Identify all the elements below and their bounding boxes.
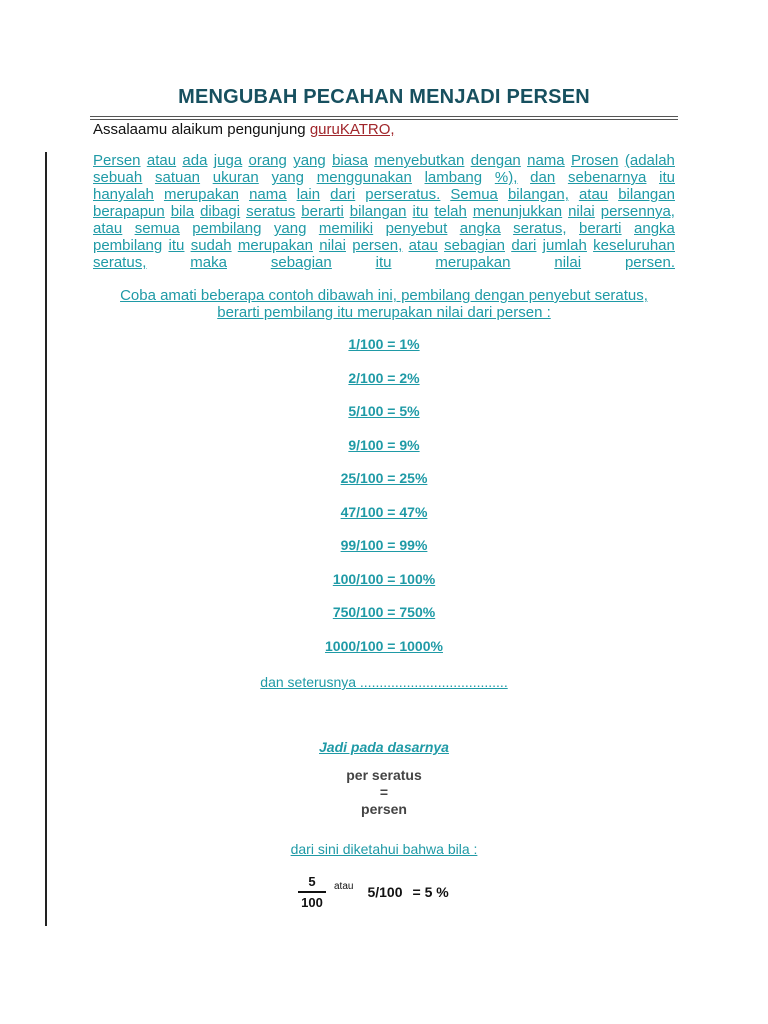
basis-title[interactable] [93,739,675,755]
known-text[interactable]: dari sini diketahui bahwa bila : [290,841,478,857]
paragraph-word[interactable]: semua [134,220,180,237]
example-item [93,604,675,638]
paragraph-word[interactable]: itu [412,203,429,220]
etc-line[interactable] [93,674,675,690]
paragraph-word[interactable]: (adalah [624,152,675,169]
paragraph-word[interactable]: persen. [624,254,675,271]
paragraph-word[interactable]: sebagian [444,237,505,254]
paragraph-word[interactable]: ukuran [212,169,259,186]
fraction-numerator: 5 [308,874,316,889]
paragraph-word[interactable]: itu [375,254,392,271]
intro-paragraph[interactable] [93,152,675,271]
paragraph-word[interactable]: sudah [190,237,232,254]
etc-text[interactable]: dan seterusnya ...................................... [260,674,508,690]
paragraph-word[interactable]: Persen [93,152,141,169]
paragraph-word[interactable]: berapapun [93,203,165,220]
paragraph-word[interactable]: bila [170,203,195,220]
example-item [93,437,675,471]
example-item [93,470,675,504]
paragraph-word[interactable]: bilangan, [507,186,569,203]
paragraph-word[interactable]: yang [273,220,307,237]
paragraph-word[interactable]: nama [249,186,287,203]
example-item [93,370,675,404]
title-rule [90,116,678,120]
paragraph-line[interactable] [93,220,675,237]
paragraph-line[interactable] [93,152,675,169]
paragraph-word[interactable]: bilangan [349,203,407,220]
paragraph-word[interactable]: pembilang [93,237,163,254]
example-item [93,336,675,370]
paragraph-word[interactable]: juga [213,152,243,169]
paragraph-word[interactable]: %), [494,169,518,186]
fraction-result [367,884,448,900]
example-text[interactable]: 750/100 = 750% [332,604,436,620]
paragraph-word[interactable]: merupakan [163,186,240,203]
equals-result: = 5 % [412,884,449,900]
paragraph-word[interactable]: merupakan [435,254,511,271]
example-text[interactable]: 5/100 = 5% [348,403,420,419]
paragraph-word[interactable]: biasa [332,152,368,169]
inline-fraction: 5/100 [367,884,403,900]
paragraph-word[interactable]: sebagian [270,254,332,271]
paragraph-word[interactable]: dengan [470,152,521,169]
equation-top: per seratus [346,767,422,783]
known-line[interactable] [93,841,675,857]
paragraph-word[interactable]: lambang [424,169,483,186]
greeting-text: Assalaamu alaikum pengunjung [93,121,310,138]
paragraph-word[interactable]: orang [248,152,287,169]
paragraph-word[interactable]: itu [659,169,675,186]
paragraph-word[interactable]: dan [530,169,556,186]
paragraph-word[interactable]: sebuah [93,169,143,186]
paragraph-word[interactable]: seratus, [513,220,567,237]
fraction-bar [298,891,326,893]
intro-lines[interactable] [93,287,675,321]
example-text[interactable]: 1/100 = 1% [348,336,420,352]
paragraph-line[interactable] [93,169,675,186]
paragraph-word[interactable]: penyebut [385,220,448,237]
paragraph-word[interactable]: seratus, [93,254,147,271]
example-text[interactable]: 1000/100 = 1000% [325,637,443,654]
paragraph-word[interactable]: sebenarnya [567,169,647,186]
greeting [93,121,395,138]
paragraph-word[interactable]: satuan [154,169,201,186]
paragraph-word[interactable]: persennya, [600,203,675,220]
paragraph-word[interactable]: perseratus. [365,186,441,203]
equation-bottom: persen [361,801,407,817]
fraction-denominator: 100 [301,895,323,910]
intro-line-1[interactable]: Coba amati beberapa contoh dibawah ini, pembilang dengan penyebut seratus, [120,287,648,304]
paragraph-word[interactable]: berarti [301,203,344,220]
equation-middle: = [379,784,389,800]
greeting-link[interactable]: guruKATRO, [309,121,395,138]
paragraph-line[interactable] [93,237,675,254]
paragraph-word[interactable]: atau [146,152,177,169]
paragraph-word[interactable]: dibagi [200,203,241,220]
paragraph-word[interactable]: atau [408,237,438,254]
paragraph-word[interactable]: yang [293,152,326,169]
paragraph-word[interactable]: ada [182,152,208,169]
paragraph-word[interactable]: berarti [579,220,622,237]
paragraph-word[interactable]: nilai [568,203,595,220]
example-item [93,504,675,538]
example-text[interactable]: 2/100 = 2% [348,369,420,386]
paragraph-word[interactable]: nama [527,152,565,169]
paragraph-word[interactable]: Prosen [570,152,619,169]
intro-line-2[interactable]: berarti pembilang itu merupakan nilai dari persen : [217,304,551,321]
paragraph-word[interactable]: nilai [319,237,346,254]
basis-title-text[interactable]: Jadi pada dasarnya [319,739,449,755]
stacked-fraction [298,874,326,910]
paragraph-word[interactable]: menunjukkan [472,203,563,220]
example-text[interactable]: 25/100 = 25% [340,470,428,486]
paragraph-word[interactable]: menggunakan [316,169,412,186]
equation-block [93,767,675,818]
paragraph-word[interactable]: lain [296,186,321,203]
paragraph-word[interactable]: nilai [554,254,582,271]
paragraph-word[interactable]: jumlah [542,237,587,254]
paragraph-word[interactable]: merupakan [237,237,313,254]
paragraph-word[interactable]: angka [459,220,501,237]
fraction-row [298,872,449,912]
example-text[interactable]: 100/100 = 100% [332,570,436,587]
paragraph-word[interactable]: atau [578,186,609,203]
example-text[interactable]: 99/100 = 99% [340,537,428,553]
paragraph-word[interactable]: Semua [450,186,498,203]
paragraph-word[interactable]: menyebutkan [374,152,465,169]
paragraph-word[interactable]: maka [190,254,227,271]
paragraph-word[interactable]: telah [434,203,467,220]
paragraph-word[interactable]: hanyalah [93,186,154,203]
example-item [93,537,675,571]
paragraph-line[interactable] [93,254,675,271]
paragraph-word[interactable]: dari [330,186,356,203]
margin-bar [45,152,47,926]
example-item [93,403,675,437]
paragraph-word[interactable]: atau [93,220,123,237]
paragraph-word[interactable]: itu [168,237,185,254]
paragraph-word[interactable]: persen, [352,237,403,254]
paragraph-word[interactable]: angka [634,220,675,237]
example-item [93,571,675,605]
paragraph-word[interactable]: dari [511,237,537,254]
example-text[interactable]: 47/100 = 47% [340,503,428,520]
paragraph-line[interactable] [93,203,675,220]
example-item [93,638,675,672]
example-text[interactable]: 9/100 = 9% [348,436,420,453]
paragraph-word[interactable]: bilangan [618,186,675,203]
paragraph-word[interactable]: seratus [246,203,296,220]
atau-label: atau [334,880,354,892]
paragraph-word[interactable]: memiliki [318,220,374,237]
paragraph-word[interactable]: keseluruhan [593,237,675,254]
paragraph-word[interactable]: yang [271,169,304,186]
examples-list [93,336,675,671]
paragraph-line[interactable] [93,186,675,203]
paragraph-word[interactable]: pembilang [192,220,262,237]
page-title: MENGUBAH PECAHAN MENJADI PERSEN [178,86,590,108]
